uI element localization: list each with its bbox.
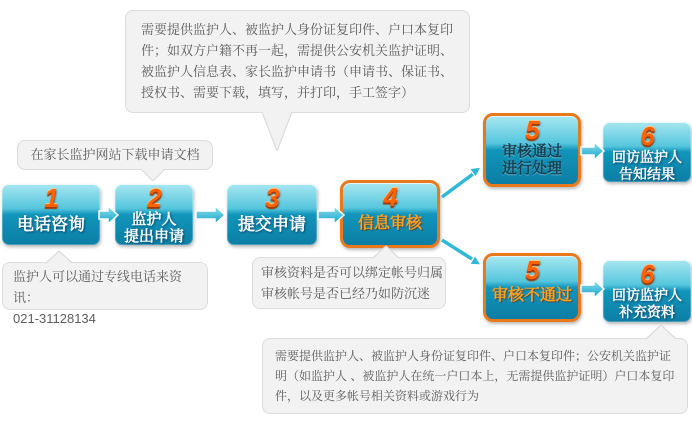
step-label-5-pass-line1: 审核通过 — [501, 143, 562, 160]
step-label-6-pass-line1: 回访监护人 — [612, 149, 682, 165]
step-number-3: 3 — [265, 183, 279, 213]
step-label-6-pass-line2: 告知结果 — [619, 166, 675, 182]
callout-documents-required-top — [125, 10, 470, 113]
callout-documents-required-top-text: 需要提供监护人、被监护人身份证复印件、户口本复印件；如双方户籍不再一起，需提供公安机关监护证明、被监护人信息表、家长监护申请书（申请书、保证书、授权书、需要下载，填写，并打印，手工签字） — [141, 22, 454, 100]
callout-review-criteria — [252, 257, 446, 309]
step-number-2: 2 — [147, 183, 161, 213]
arrow-step4-step5pass — [442, 167, 481, 197]
step-label-5-fail: 审核不通过 — [491, 287, 572, 304]
step-box-1-phone-consult — [2, 184, 100, 245]
step-label-2-line2: 提出申请 — [123, 228, 184, 245]
step-number-6-pass: 6 — [640, 121, 654, 151]
step-label-4: 信息审核 — [357, 215, 422, 232]
step-number-1: 1 — [44, 183, 58, 213]
step-box-3-submit-application — [227, 184, 317, 245]
callout-review-line1: 审核资料是否可以绑定帐号归属 — [261, 265, 444, 280]
step-box-2-guardian-apply — [115, 184, 193, 245]
step-box-5-review-failed — [483, 253, 581, 322]
callout-phone-line1: 监护人可以通过专线电话来资讯： — [13, 269, 183, 305]
callout-documents-required-bottom-text: 需要提供监护人、被监护人身份证复印件、户口本复印件；公安机关监护证明（如监护人 、被监护人在统一户口本上，无需提供监护证明）户口本复印件，以及更多帐号相关资料或游戏行为 — [275, 349, 675, 403]
step-number-6-fail: 6 — [640, 259, 654, 289]
callout-review-line2: 审核帐号是否已经乃如防沉迷 — [261, 286, 431, 301]
callout-documents-top-tail — [260, 112, 294, 154]
callout-phone-number: 021-31128134 — [13, 311, 96, 326]
step-label-6-fail-line2: 补充资料 — [619, 304, 675, 320]
step-label-3: 提交申请 — [238, 215, 306, 234]
step-label-6-fail-line1: 回访监护人 — [612, 287, 682, 303]
step-label-5-pass-line2: 进行处理 — [501, 160, 562, 177]
callout-download-tail — [140, 169, 166, 184]
step-box-4-info-review — [340, 180, 440, 248]
callout-download — [17, 140, 213, 170]
arrow-step5pass-step6pass — [581, 142, 604, 160]
step-number-5-fail: 5 — [525, 255, 539, 285]
step-number-4: 4 — [383, 182, 397, 212]
arrow-step2-step3 — [196, 206, 225, 224]
arrow-step5fail-step6fail — [581, 280, 604, 298]
step-label-2-line1: 监护人 — [131, 211, 177, 228]
callout-download-text: 在家长监护网站下载申请文档 — [30, 147, 200, 162]
step-box-5-review-passed — [483, 113, 581, 187]
step-box-6-callback-inform-result — [603, 122, 691, 182]
step-box-6-callback-supplement — [603, 260, 691, 322]
step-number-5-pass: 5 — [525, 115, 539, 145]
arrow-step4-step5fail — [442, 240, 481, 265]
callout-documents-required-bottom — [262, 338, 688, 414]
step-label-1: 电话咨询 — [17, 215, 85, 234]
callout-review-tail — [372, 245, 400, 259]
callout-documents-bottom-tail — [645, 324, 677, 340]
callout-phone — [2, 262, 208, 326]
callout-phone-tail — [45, 250, 73, 264]
